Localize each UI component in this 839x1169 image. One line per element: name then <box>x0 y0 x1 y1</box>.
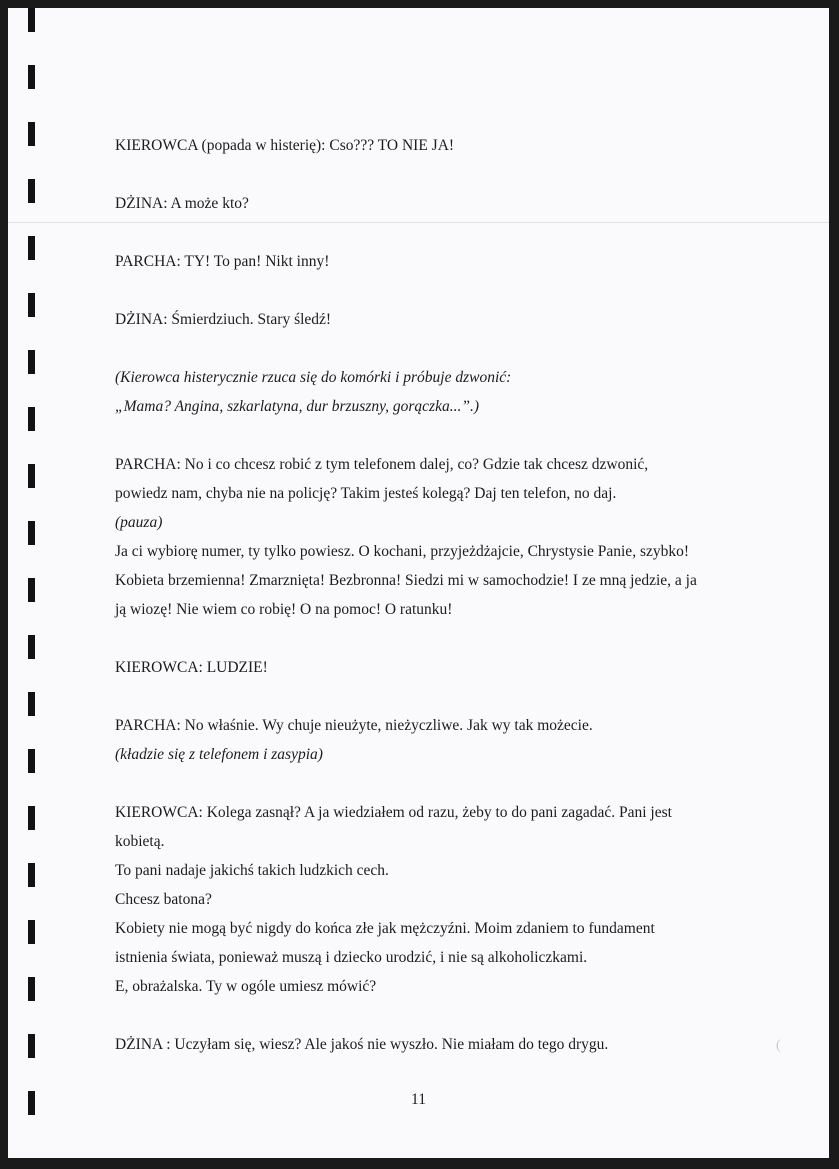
dialogue-line: DŻINA: Śmierdziuch. Stary śledź! <box>115 311 332 328</box>
stage-direction-line: „Mama? Angina, szkarlatyna, dur brzuszny, gorączka...”.) <box>115 398 479 415</box>
binding-hole <box>28 920 35 944</box>
dialogue-line: powiedz nam, chyba nie na policję? Takim jesteś kolegą? Daj ten telefon, no daj. <box>115 485 617 502</box>
dialogue-line: KIEROWCA: LUDZIE! <box>115 659 268 676</box>
dialogue-line: KIEROWCA: Kolega zasnął? A ja wiedziałem od razu, żeby to do pani zagadać. Pani jest <box>115 804 672 821</box>
binding-hole <box>28 806 35 830</box>
binding-hole <box>28 407 35 431</box>
stage-direction-line: (pauza) <box>115 514 163 531</box>
dialogue-line: kobietą. <box>115 833 165 850</box>
binding-hole <box>28 1034 35 1058</box>
paragraph-gap <box>115 1001 735 1030</box>
dialogue-line: istnienia świata, ponieważ muszą i dziecko urodzić, i nie są alkoholiczkami. <box>115 949 588 966</box>
paragraph-gap <box>115 276 735 305</box>
stage-direction-line: (kładzie się z telefonem i zasypia) <box>115 746 323 763</box>
document-page <box>8 8 829 1158</box>
dialogue-line: Kobieta brzemienna! Zmarznięta! Bezbronna! Siedzi mi w samochodzie! I ze mną jedzie, a ja <box>115 572 697 589</box>
scan-mark: ( <box>776 1038 781 1053</box>
paragraph-gap <box>115 218 735 247</box>
dialogue-line: DŻINA: A może kto? <box>115 195 249 212</box>
binding-hole <box>28 578 35 602</box>
dialogue-line: Kobiety nie mogą być nigdy do końca złe jak mężczyźni. Moim zdaniem to fundament <box>115 920 655 937</box>
binding-hole <box>28 179 35 203</box>
dialogue-line: Chcesz batona? <box>115 891 212 908</box>
paragraph-gap <box>115 682 735 711</box>
paragraph-gap <box>115 769 735 798</box>
binding-hole <box>28 977 35 1001</box>
binding-hole <box>28 521 35 545</box>
dialogue-line: KIEROWCA (popada w histerię): Cso??? TO NIE JA! <box>115 137 455 154</box>
paragraph-gap <box>115 624 735 653</box>
script-text-body <box>115 131 735 1059</box>
dialogue-line: E, obrażalska. Ty w ogóle umiesz mówić? <box>115 978 377 995</box>
binding-hole <box>28 635 35 659</box>
binding-hole <box>28 863 35 887</box>
paragraph-gap <box>115 160 735 189</box>
paragraph-gap <box>115 334 735 363</box>
binding-hole <box>28 122 35 146</box>
binding-hole <box>28 692 35 716</box>
dialogue-line: ją wiozę! Nie wiem co robię! O na pomoc! O ratunku! <box>115 601 453 618</box>
dialogue-line: PARCHA: No właśnie. Wy chuje nieużyte, nieżyczliwe. Jak wy tak możecie. <box>115 717 593 734</box>
binding-hole <box>28 293 35 317</box>
dialogue-line: DŻINA : Uczyłam się, wiesz? Ale jakoś nie wyszło. Nie miałam do tego drygu. <box>115 1036 609 1053</box>
binding-hole <box>28 749 35 773</box>
stage-direction-line: (Kierowca histerycznie rzuca się do komórki i próbuje dzwonić: <box>115 369 512 386</box>
binding-hole <box>28 464 35 488</box>
dialogue-line: PARCHA: TY! To pan! Nikt inny! <box>115 253 330 270</box>
binding-hole <box>28 8 35 32</box>
binding-hole <box>28 236 35 260</box>
binding-holes <box>28 8 38 1158</box>
dialogue-line: To pani nadaje jakichś takich ludzkich cech. <box>115 862 389 879</box>
binding-hole <box>28 65 35 89</box>
paragraph-gap <box>115 421 735 450</box>
dialogue-line: Ja ci wybiorę numer, ty tylko powiesz. O kochani, przyjeżdżajcie, Chrystysie Panie, szybko! <box>115 543 690 560</box>
dialogue-line: PARCHA: No i co chcesz robić z tym telefonem dalej, co? Gdzie tak chcesz dzwonić, <box>115 456 649 473</box>
binding-hole <box>28 350 35 374</box>
page-number: 11 <box>411 1091 426 1108</box>
